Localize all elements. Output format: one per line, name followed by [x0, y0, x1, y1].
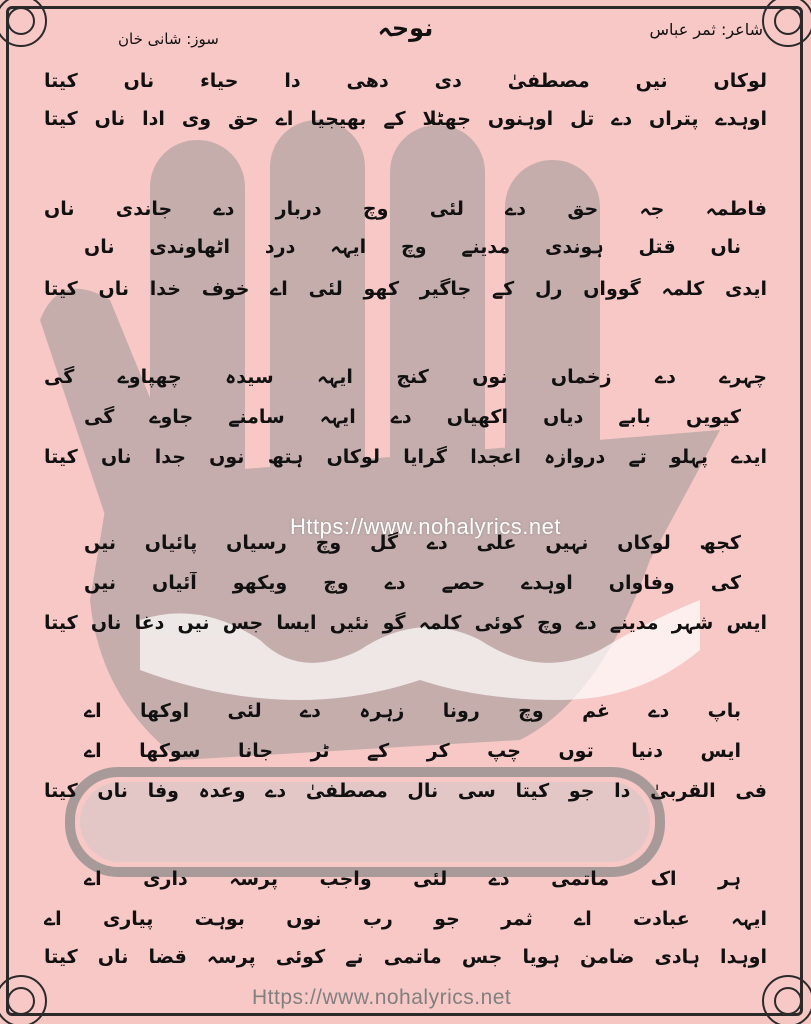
watermark-url: Https://www.nohalyrics.net [290, 514, 561, 539]
lyric-line: فی القربیٰ دا جو کیتا سی نال مصطفیٰ دے وعدہ وفا ناں کیتا [44, 780, 767, 802]
lyric-line: فاطمہ جہ حق دے لئی وچ دربار دے جاندی ناں [44, 198, 767, 220]
lyric-line: چہرے دے زخماں نوں کنج ایہہ سیدہ چھپاوے گی [44, 366, 767, 388]
footer-url: Https://www.nohalyrics.net [252, 986, 512, 1009]
composer-credit: سوز: شانی خان [118, 30, 219, 48]
lyric-line: کیویں بابے دیاں اکھیاں دے ایہہ سامنے جاوے گی [84, 406, 741, 428]
lyric-line: ہر اک ماتمی دے لئی واجب پرسہ داری اے [84, 868, 741, 890]
lyric-line: ناں قتل ہوندی مدینے وچ ایہہ درد اٹھاوندی ناں [84, 236, 741, 258]
lyric-line: ایس دنیا توں چپ کر کے ٹر جانا سوکھا اے [84, 740, 741, 762]
page-title: نوحہ [377, 14, 434, 42]
lyric-line: کی وفاواں اوہدے حصے دے وچ ویکھو آئیاں نیں [84, 572, 741, 594]
lyric-line: ایدی کلمہ گوواں رل کے جاگیر کھو لئی اے خوف خدا ناں کیتا [44, 278, 767, 300]
lyric-line: اوہدے پتراں دے تل اوہنوں جھٹلا کے بھیجیا اے حق وی ادا ناں کیتا [44, 108, 767, 130]
lyric-line: ایس شہر مدینے دے وچ کوئی کلمہ گو نئیں ایسا جس نیں دغا ناں کیتا [44, 612, 767, 634]
lyric-line: ایہہ عبادت اے ثمر جو رب نوں بوہت پیاری اے [44, 908, 767, 930]
lyric-line: لوکاں نیں مصطفیٰ دی دھی دا حیاء ناں کیتا [44, 70, 767, 92]
lyric-line: ایدے پہلو تے دروازہ اعجدا گرایا لوکاں ہتھ نوں جدا ناں کیتا [44, 446, 767, 468]
poet-credit: شاعر: ثمر عباس [649, 20, 763, 39]
lyric-line: اوہدا ہادی ضامن ہویا جس ماتمی نے کوئی پرسہ قضا ناں کیتا [44, 946, 767, 968]
lyric-line: کجھ لوکاں نہیں علی دے گل وچ رسیاں پائیاں نیں [84, 532, 741, 554]
lyric-line: باپ دے غم وچ رونا زہرہ دے لئی اوکھا اے [84, 700, 741, 722]
